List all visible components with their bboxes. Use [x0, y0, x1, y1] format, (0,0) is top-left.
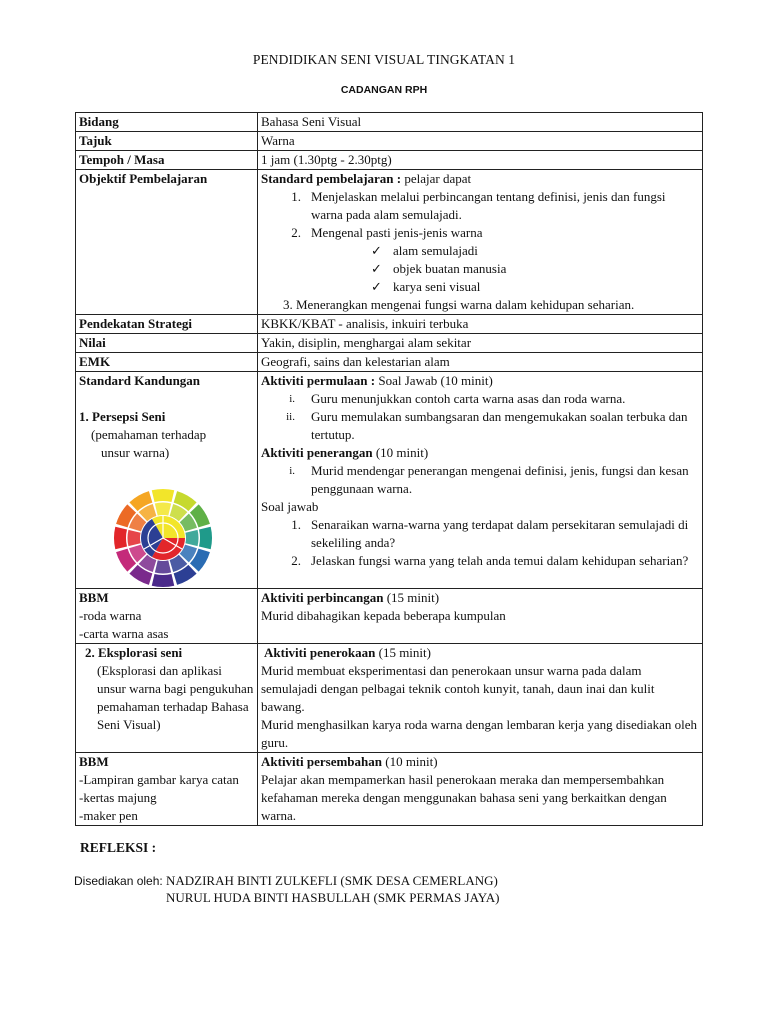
wheel-segment: [155, 503, 171, 516]
table-row: [76, 589, 703, 644]
wheel-segment: [155, 560, 171, 573]
row-label-bbm-2: BBM -Lampiran gambar karya catan -kertas majung -maker pen: [76, 753, 258, 826]
table-row: [76, 315, 703, 334]
table-row: [76, 372, 703, 589]
list-item: 2. Jelaskan fungsi warna yang telah anda temui dalam kehidupan seharian?: [291, 553, 689, 568]
prepared-by-label: Disediakan oleh:: [74, 874, 163, 888]
list-item: ii. Guru memulakan sumbangsaran dan mengemukakan soalan terbuka dan tertutup.: [286, 409, 688, 442]
wheel-segment: [152, 489, 175, 502]
row-value-bidang: Bahasa Seni Visual: [258, 113, 703, 132]
row-value-eksplorasi: Aktiviti penerokaan (15 minit) Murid membuat eksperimentasi dan penerokaan unsur warna pada dalam semulajadi dengan pelbagai teknik contoh kunyit, tanah, daun inai dan kulit bawang. Murid menghasilkan karya roda warna dengan lembaran kerja yang disediakan oleh guru.: [258, 644, 703, 753]
color-wheel-image: [113, 488, 213, 588]
wheel-segment: [199, 527, 212, 550]
row-label-nilai: Nilai: [76, 334, 258, 353]
row-value-objektif: [258, 170, 703, 315]
row-label-standard-kandungan: Standard Kandungan 1. Persepsi Seni (pemahaman terhadap unsur warna): [76, 372, 258, 589]
standard-rest: pelajar dapat: [401, 171, 472, 186]
list-item: 1. Menjelaskan melalui perbincangan tentang definisi, jenis dan fungsi warna pada alam semulajadi.: [291, 189, 666, 222]
wheel-segment: [114, 527, 127, 550]
list-item: i. Murid mendengar penerangan mengenai definisi, jenis, fungsi dan kesan penggunaan warna.: [289, 463, 689, 496]
list-item: 1. Senaraikan warna-warna yang terdapat dalam persekitaran semulajadi di sekeliling anda?: [291, 517, 689, 550]
wheel-segment: [128, 530, 141, 546]
lesson-plan-table: [75, 112, 703, 826]
row-label-objektif: Objektif Pembelajaran: [76, 170, 258, 315]
row-value-pendekatan: KBKK/KBAT - analisis, inkuiri terbuka: [258, 315, 703, 334]
row-value-standard-kandungan: Aktiviti permulaan : Soal Jawab (10 minit) i. Guru menunjukkan contoh carta warna asas dan roda warna. ii. Guru memulakan sumbangsaran dan mengemukakan soalan terbuka dan tertutup. Aktiviti penerangan (10 minit) i. Murid mendengar penerangan mengenai definisi, jenis, fungsi dan kesan penggunaan warna. Soal jawab 1. Senaraikan warna-warna yang terdapat dalam persekitaran semulajadi di sekeliling anda? 2. Jelaskan fungsi warna yang telah anda temui dalam kehidupan seharian?: [258, 372, 703, 589]
table-row: [76, 353, 703, 372]
check-item: ✓ alam semulajadi: [371, 243, 478, 258]
table-row: [76, 334, 703, 353]
row-value-emk: Geografi, sains dan kelestarian alam: [258, 353, 703, 372]
preparer-name-1: NADZIRAH BINTI ZULKEFLI (SMK DESA CEMERLANG): [165, 873, 498, 888]
persepsi-seni: 1. Persepsi Seni: [79, 409, 166, 424]
table-row: [76, 753, 703, 826]
refleksi-label: REFLEKSI :: [80, 840, 157, 855]
table-row: [76, 132, 703, 151]
row-value-tempoh: 1 jam (1.30ptg - 2.30ptg): [258, 151, 703, 170]
row-value-bbm-1: Aktiviti perbincangan (15 minit) Murid dibahagikan kepada beberapa kumpulan: [258, 589, 703, 644]
row-label-pendekatan: Pendekatan Strategi: [76, 315, 258, 334]
wheel-segment: [152, 574, 175, 587]
standard-head: Standard pembelajaran :: [261, 171, 402, 186]
standard-pembelajaran: [261, 170, 699, 188]
prepared-by: [74, 872, 499, 906]
preparer-name-2: NURUL HUDA BINTI HASBULLAH (SMK PERMAS JAYA): [165, 890, 500, 905]
table-row: [76, 113, 703, 132]
check-icon: ✓: [371, 279, 382, 294]
table-row: [76, 151, 703, 170]
document-title: PENDIDIKAN SENI VISUAL TINGKATAN 1: [252, 52, 516, 67]
row-label-emk: EMK: [76, 353, 258, 372]
document-subtitle: CADANGAN RPH: [340, 84, 428, 96]
list-item: 2. Mengenal pasti jenis-jenis warna: [291, 225, 483, 240]
row-value-nilai: Yakin, disiplin, menghargai alam sekitar: [258, 334, 703, 353]
row-value-tajuk: Warna: [258, 132, 703, 151]
check-item: ✓ objek buatan manusia: [371, 261, 507, 276]
check-icon: ✓: [371, 261, 382, 276]
table-row: [76, 644, 703, 753]
check-item: ✓ karya seni visual: [371, 279, 481, 294]
list-item: i. Guru menunjukkan contoh carta warna asas dan roda warna.: [289, 391, 626, 406]
wheel-segment: [185, 530, 198, 546]
row-label-bbm-1: BBM -roda warna -carta warna asas: [76, 589, 258, 644]
row-label-eksplorasi: 2. Eksplorasi seni (Eksplorasi dan aplikasi unsur warna bagi pengukuhan pemahaman terhadap Bahasa Seni Visual): [76, 644, 258, 753]
check-icon: ✓: [371, 243, 382, 258]
row-value-bbm-2: Aktiviti persembahan (10 minit) Pelajar akan mempamerkan hasil penerokaan meraka dan mempersembahkan kefahaman mereka dengan menggunakan bahasa seni yang berkaitkan dengan warna.: [258, 753, 703, 826]
row-label-tempoh: Tempoh / Masa: [76, 151, 258, 170]
list-item: 3. Menerangkan mengenai fungsi warna dalam kehidupan seharian.: [283, 297, 635, 312]
table-row: [76, 170, 703, 315]
row-label-tajuk: Tajuk: [76, 132, 258, 151]
row-label-bidang: Bidang: [76, 113, 258, 132]
